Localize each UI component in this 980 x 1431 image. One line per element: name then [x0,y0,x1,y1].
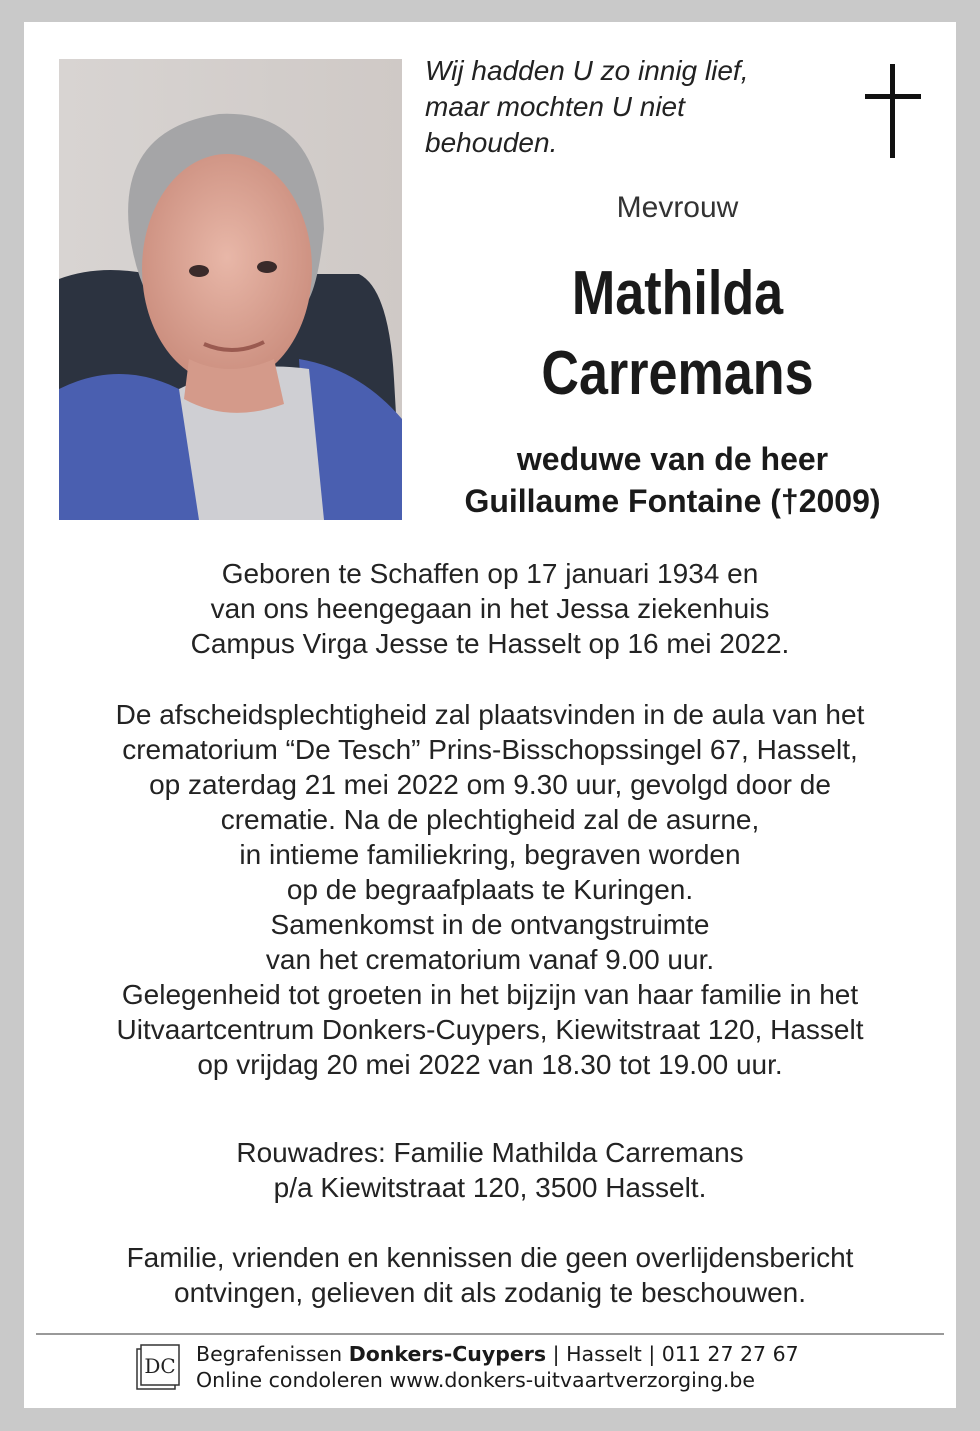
text-line: op zaterdag 21 mei 2022 om 9.30 uur, gevolgd door de [149,769,831,800]
footer-condolence-line [196,1367,936,1393]
text-line: van het crematorium vanaf 9.00 uur. [265,944,715,975]
text-line: crematorium “De Tesch” Prins-Bisschopssingel 67, Hasselt, [122,734,858,765]
mourning-address [50,1135,930,1205]
cross-icon [865,64,921,158]
condolence-label: Online condoleren [196,1368,383,1392]
quote-line: Wij hadden U zo innig lief, [425,55,749,86]
text-line: crematie. Na de plechtigheid zal de asurne, [220,804,760,835]
text-line: Samenkomst in de ontvangstruimte [270,909,710,940]
footer-company: Donkers-Cuypers [348,1342,547,1366]
text-line: Gelegenheid tot groeten in het bijzijn van haar familie in het [121,979,859,1010]
quote-line: behouden. [425,127,558,158]
deceased-name [478,254,877,414]
company-logo [136,1343,180,1391]
footer-info [196,1341,936,1393]
text-line: in intieme familiekring, begraven worden [239,839,741,870]
text-line: Familie, vrienden en kennissen die geen overlijdensbericht [126,1242,854,1273]
text-line: Geboren te Schaffen op 17 januari 1934 en [221,558,759,589]
honorific-title: Mevrouw [616,191,739,224]
birth-paragraph [50,556,930,661]
footer-divider [36,1333,944,1335]
first-name: Mathilda [571,259,784,328]
quote-line: maar mochten U niet [425,91,685,122]
text-line: De afscheidsplechtigheid zal plaatsvinden in de aula van het [115,699,865,730]
memorial-quote [425,53,845,161]
footer-phone: 011 27 27 67 [661,1342,799,1366]
footer-separator: | [552,1342,560,1366]
spouse-info [420,438,925,522]
footer-city: Hasselt [566,1342,642,1366]
notice-paragraph [50,1240,930,1310]
footer-separator: | [648,1342,656,1366]
text-line: Rouwadres: Familie Mathilda Carremans [236,1137,744,1168]
footer-prefix: Begrafenissen [196,1342,343,1366]
last-name: Carremans [541,339,814,408]
text-line: op de begraafplaats te Kuringen. [286,874,694,905]
footer-company-line [196,1341,936,1367]
ceremony-paragraph [50,697,930,1082]
text-line: p/a Kiewitstraat 120, 3500 Hasselt. [273,1172,707,1203]
text-line: op vrijdag 20 mei 2022 van 18.30 tot 19.00 uur. [197,1049,783,1080]
logo-letters: DC [144,1354,176,1378]
spouse-line-1: weduwe van de heer [516,441,829,477]
text-line: Campus Virga Jesse te Hasselt op 16 mei 2022. [190,628,790,659]
text-line: ontvingen, gelieven dit als zodanig te beschouwen. [174,1277,806,1308]
portrait-photo [59,59,402,520]
text-line: Uitvaartcentrum Donkers-Cuypers, Kiewitstraat 120, Hasselt [116,1014,864,1045]
spouse-line-2: Guillaume Fontaine (†2009) [464,483,881,519]
text-line: van ons heengegaan in het Jessa ziekenhuis [210,593,770,624]
website-link[interactable]: www.donkers-uitvaartverzorging.be [389,1368,756,1392]
